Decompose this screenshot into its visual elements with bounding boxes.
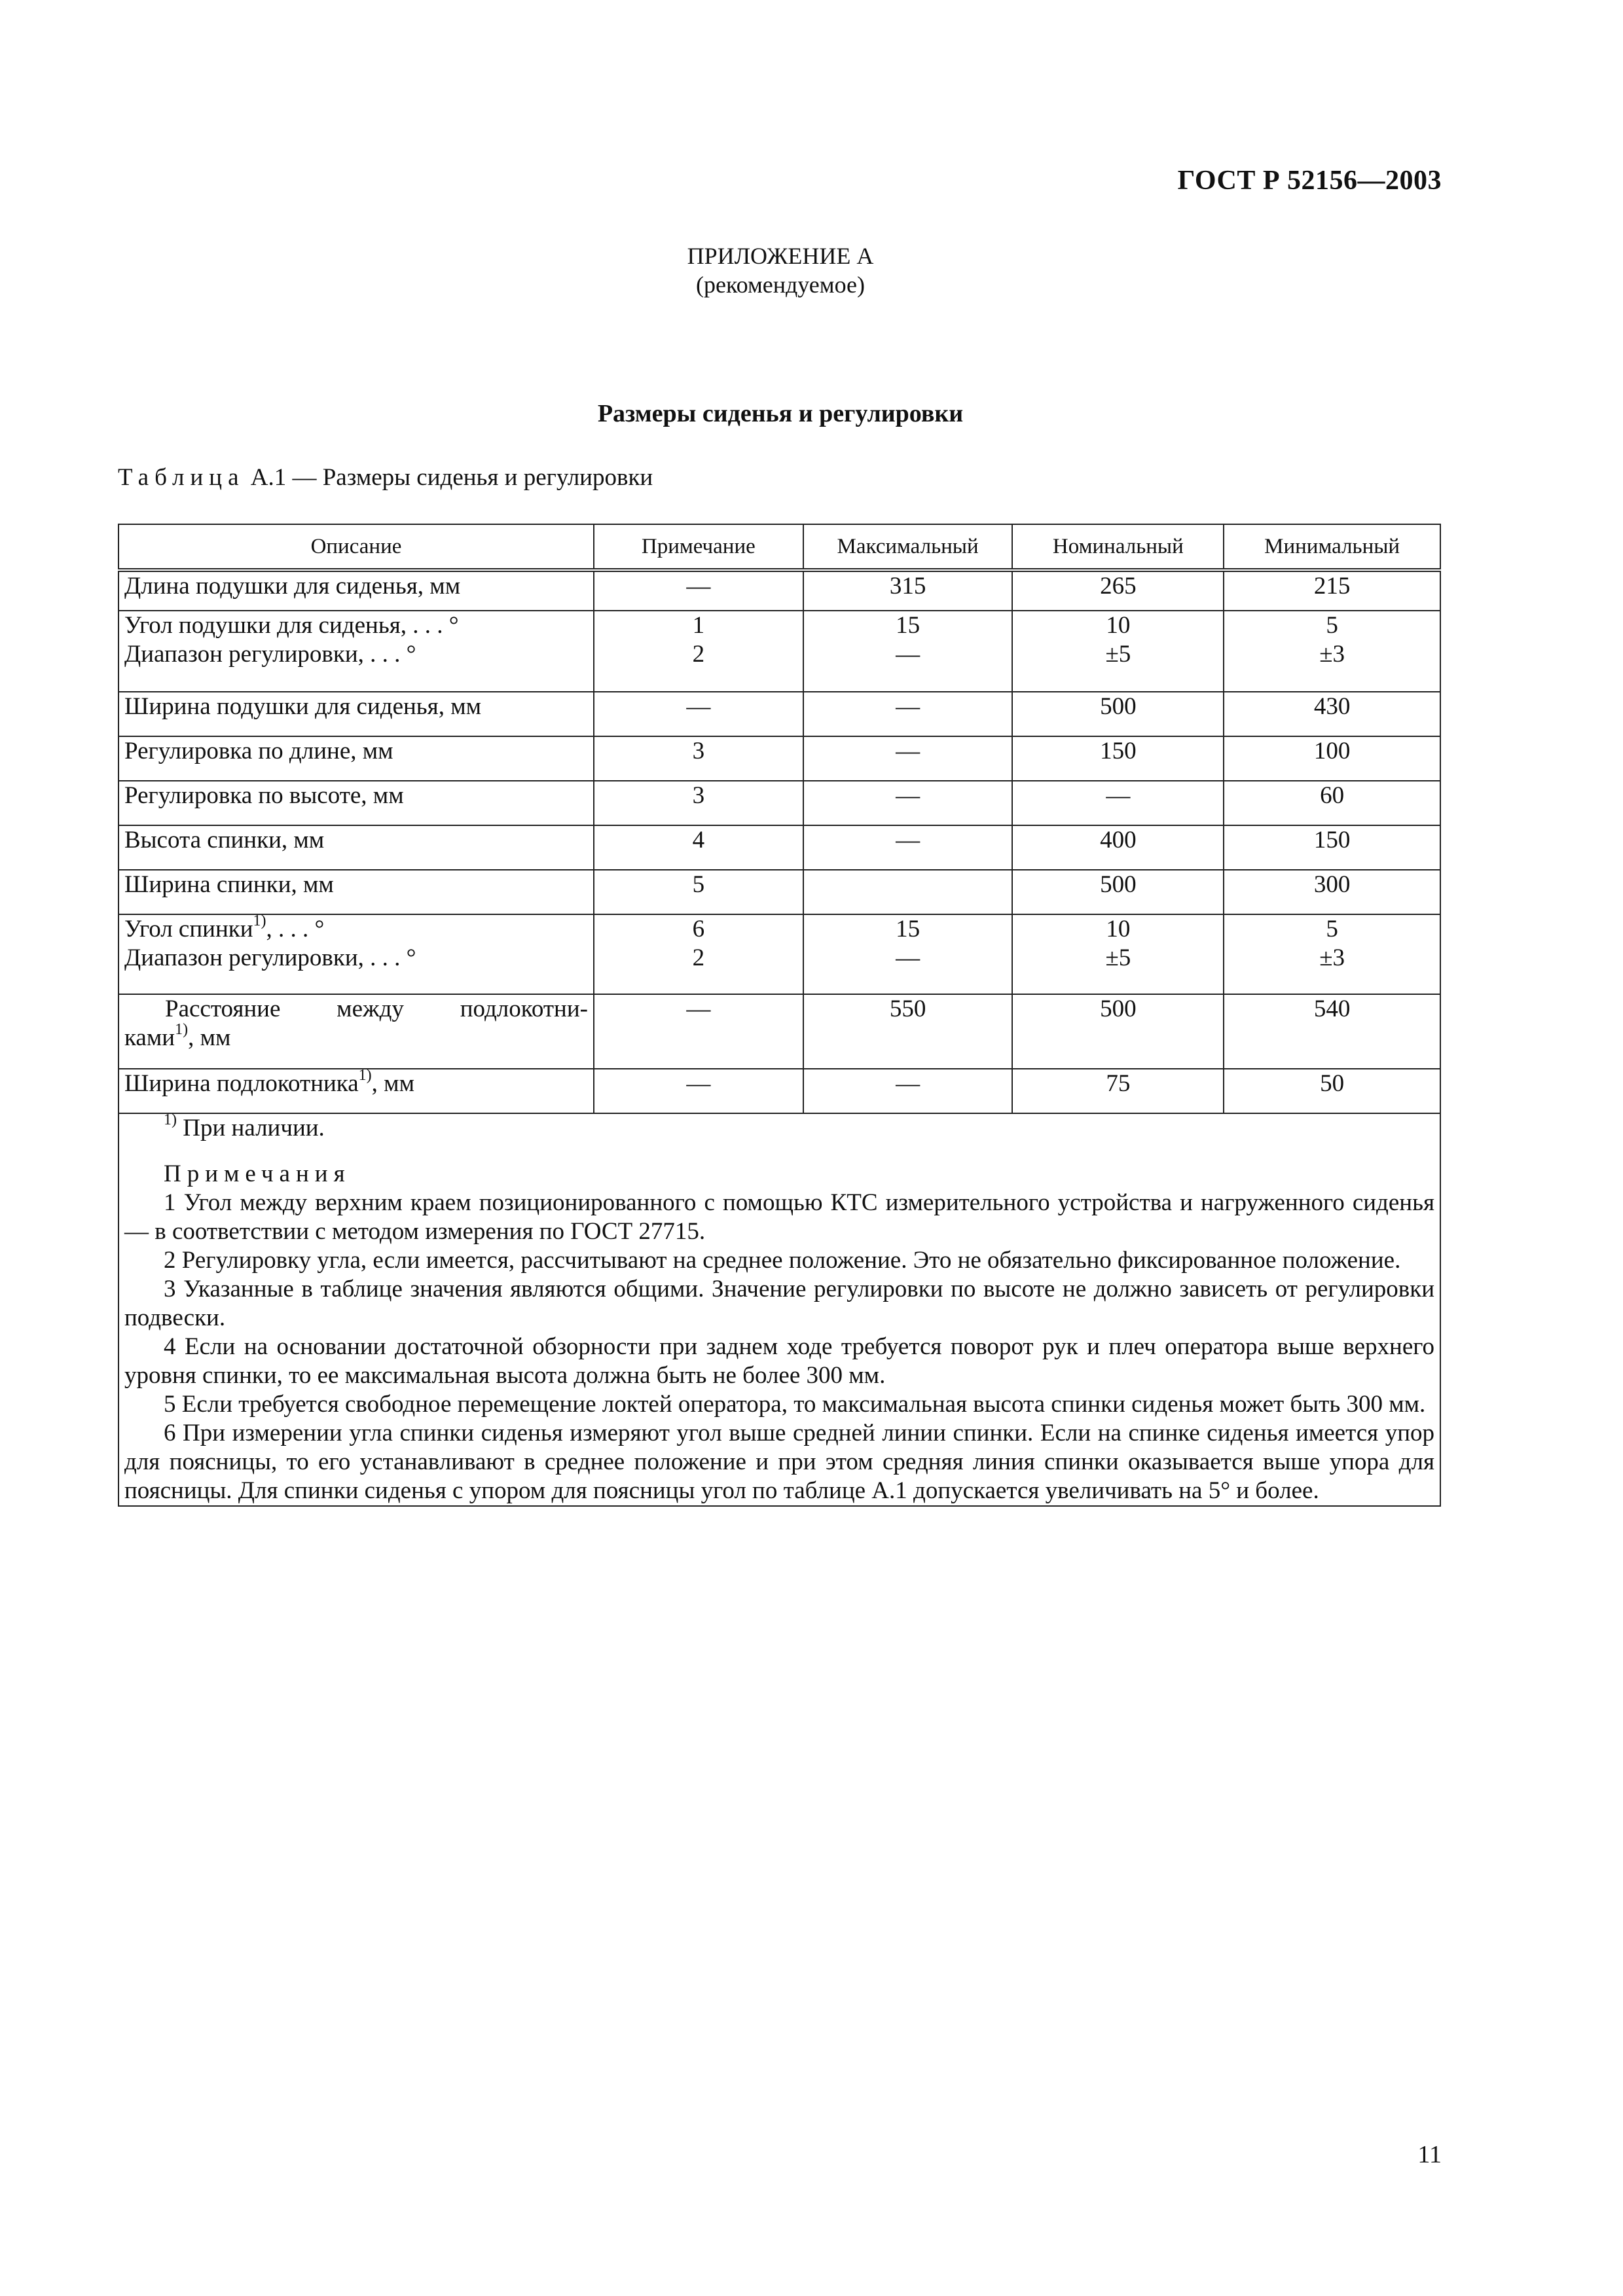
row-note: 4 [594, 825, 803, 870]
row-description: Ширина спинки, мм [119, 870, 594, 914]
row-min: 150 [1224, 825, 1440, 870]
table-header-row [119, 524, 1440, 570]
row-min: 5 ±3 [1224, 914, 1440, 994]
row-note: — [594, 1069, 803, 1113]
table-notes-row [119, 1113, 1440, 1506]
table-caption-label: Таблица [118, 464, 245, 491]
table-row [119, 914, 1440, 994]
row-nominal: 75 [1012, 1069, 1224, 1113]
row-note: — [594, 692, 803, 736]
seat-dimensions-table [118, 524, 1441, 1507]
row-nominal: 400 [1012, 825, 1224, 870]
row-note: 3 [594, 781, 803, 825]
row-description: Регулировка по высоте, мм [119, 781, 594, 825]
appendix-subtitle: (рекомендуемое) [696, 272, 865, 298]
notes-title: Примечания [164, 1160, 351, 1187]
standard-code: ГОСТ Р 52156—2003 [1177, 166, 1442, 196]
row-min: 50 [1224, 1069, 1440, 1113]
row-max: 15 — [803, 914, 1013, 994]
table-caption-text: — Размеры сиденья и регулировки [286, 464, 653, 491]
column-header-min: Минимальный [1224, 524, 1440, 570]
row-nominal: 150 [1012, 736, 1224, 781]
row-max: 550 [803, 994, 1013, 1069]
row-max: 315 [803, 570, 1013, 611]
table-row [119, 825, 1440, 870]
row-nominal: — [1012, 781, 1224, 825]
row-nominal: 10 ±5 [1012, 611, 1224, 692]
appendix-title: ПРИЛОЖЕНИЕ А [687, 243, 874, 269]
table-caption [118, 463, 653, 492]
note-item: 6 При измерении угла спинки сиденья измеряют угол выше средней линии спинки. Если на спинке сиденья имеется упор для поясницы, то его устанавливают в среднее положение и при этом средняя линия спинки оказывается выше упора для поясницы. Для спинки сиденья с упором для поясницы угол по таблице А.1 допускается увеличивать на 5° и более. [124, 1420, 1434, 1504]
row-description: Высота спинки, мм [119, 825, 594, 870]
page-number: 11 [1417, 2141, 1442, 2168]
note-item: 5 Если требуется свободное перемещение локтей оператора, то максимальная высота спинки сиденья может быть 300 мм. [164, 1391, 1426, 1418]
row-min: 100 [1224, 736, 1440, 781]
row-description: Длина подушки для сиденья, мм [119, 570, 594, 611]
column-header-nominal: Номинальный [1012, 524, 1224, 570]
row-note: — [594, 994, 803, 1069]
row-max: — [803, 736, 1013, 781]
section-heading: Размеры сиденья и регулировки [597, 400, 964, 427]
table-row [119, 736, 1440, 781]
column-header-description: Описание [119, 524, 594, 570]
row-min: 60 [1224, 781, 1440, 825]
row-note: 1 2 [594, 611, 803, 692]
table-notes [119, 1113, 1440, 1506]
note-item: 1 Угол между верхним краем позиционированного с помощью КТС измерительного устройства и нагруженного сиденья — в соответствии с методом измерения по ГОСТ 27715. [124, 1189, 1434, 1245]
row-nominal: 265 [1012, 570, 1224, 611]
row-max: — [803, 781, 1013, 825]
row-max [803, 870, 1013, 914]
row-min: 5 ±3 [1224, 611, 1440, 692]
note-item: 3 Указанные в таблице значения являются общими. Значение регулировки по высоте не должно зависеть от регулировки подвески. [124, 1276, 1434, 1331]
footnote: $^{1)}$ При наличии. [164, 1111, 325, 1141]
row-nominal: 500 [1012, 692, 1224, 736]
row-min: 300 [1224, 870, 1440, 914]
table-row [119, 1069, 1440, 1113]
table-row [119, 994, 1440, 1069]
column-header-note: Примечание [594, 524, 803, 570]
row-max: — [803, 825, 1013, 870]
row-max: — [803, 692, 1013, 736]
table-caption-number: А.1 [250, 464, 287, 491]
row-max: — [803, 1069, 1013, 1113]
row-description: Угол подушки для сиденья, . . . ° Диапазон регулировки, . . . ° [119, 611, 594, 692]
row-nominal: 500 [1012, 870, 1224, 914]
table-row [119, 570, 1440, 611]
table-row [119, 870, 1440, 914]
row-max: 15 — [803, 611, 1013, 692]
row-description: Угол спинки$^{1)}$, . . . ° Диапазон регулировки, . . . ° [119, 914, 594, 994]
row-note: 3 [594, 736, 803, 781]
note-item: 2 Регулировку угла, если имеется, рассчитывают на среднее положение. Это не обязательно фиксированное положение. [164, 1247, 1401, 1274]
row-description: Расстояние между подлокотни- ками$^{1)}$, мм [119, 994, 594, 1069]
row-note: 6 2 [594, 914, 803, 994]
table-row [119, 611, 1440, 692]
row-note: 5 [594, 870, 803, 914]
row-description: Ширина подушки для сиденья, мм [119, 692, 594, 736]
row-description: Ширина подлокотника$^{1)}$, мм [119, 1069, 594, 1113]
row-description: Регулировка по длине, мм [119, 736, 594, 781]
note-item: 4 Если на основании достаточной обзорности при заднем ходе требуется поворот рук и плеч оператора выше верхнего уровня спинки, то ее максимальная высота должна быть не более 300 мм. [124, 1333, 1434, 1389]
column-header-max: Максимальный [803, 524, 1013, 570]
row-note: — [594, 570, 803, 611]
row-min: 540 [1224, 994, 1440, 1069]
row-nominal: 10 ±5 [1012, 914, 1224, 994]
table-row [119, 692, 1440, 736]
row-nominal: 500 [1012, 994, 1224, 1069]
row-min: 215 [1224, 570, 1440, 611]
row-min: 430 [1224, 692, 1440, 736]
table-row [119, 781, 1440, 825]
